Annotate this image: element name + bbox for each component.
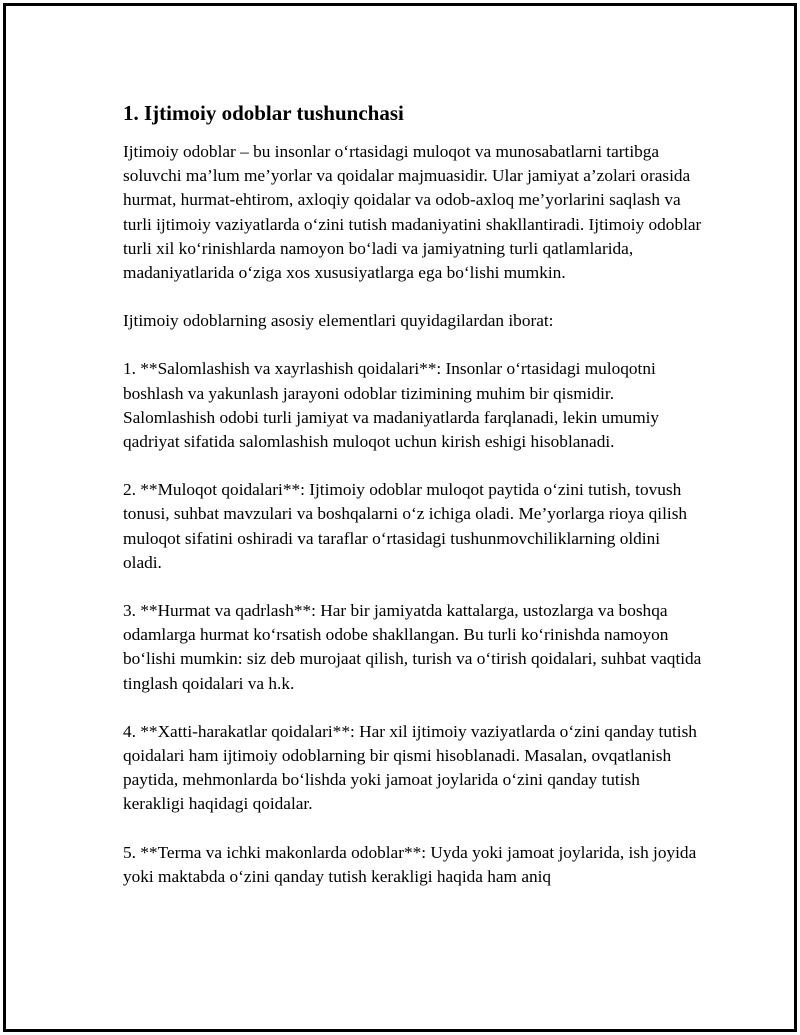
list-item-behavior: 4. **Xatti-harakatlar qoidalari**: Har xil ijtimoiy vaziyatlarda o‘zini qanday tutish qoidalari ham ijtimoiy odoblarning bir qismi hisoblanadi. Masalan, ovqatlanish paytida, mehmonlarda bo‘lishda yoki jamoat joylarida o‘zini qanday tutish kerakligi haqidagi qoidalar. (123, 721, 697, 814)
section-heading: 1. Ijtimoiy odoblar tushunchasi (123, 101, 404, 125)
list-item-communication: 2. **Muloqot qoidalari**: Ijtimoiy odoblar muloqot paytida o‘zini tutish, tovush tonusi, suhbat mavzulari va boshqalarni o‘z ichiga oladi. Me’yorlarga rioya qilish muloqot sifatini oshiradi va taraflar o‘rtasidagi tushunmovchiliklarning oldini oladi. (123, 480, 688, 572)
elements-intro-paragraph: Ijtimoiy odoblarning asosiy elementlari quyidagilardan iborat: (123, 311, 554, 331)
list-item-respect: 3. **Hurmat va qadrlash**: Har bir jamiyatda kattalarga, ustozlarga va boshqa odamlarga hurmat ko‘rsatish odobe shakllangan. Bu turli ko‘rinishda namoyon bo‘lishi mumkin: siz deb murojaat qilish, turish va o‘tirish qoidalari, suhbat vaqtida tinglash qoidalari va h.k. (123, 601, 702, 693)
page-frame (3, 3, 797, 1032)
list-item-spaces: 5. **Terma va ichki makonlarda odoblar**: Uyda yoki jamoat joylarida, ish joyida yoki maktabda o‘zini qanday tutish kerakligi haqida ham aniq (123, 842, 697, 886)
document-body (123, 98, 703, 913)
intro-paragraph: Ijtimoiy odoblar – bu insonlar o‘rtasidagi muloqot va munosabatlarni tartibga soluvchi ma’lum me’yorlar va qoidalar majmuasidir. Ular jamiyat a’zolari orasida hurmat, hurmat-ehtirom, axloqiy qoidalar va odob-axloq me’yorlarini saqlash va turli ijtimoiy vaziyatlarda o‘zini tutish madaniyatini shakllantiradi. Ijtimoiy odoblar turli xil ko‘rinishlarda namoyon bo‘ladi va jamiyatning turli qatlamlarida, madaniyatlarida o‘ziga xos xususiyatlarga ega bo‘lishi mumkin. (123, 142, 702, 283)
list-item-greetings: 1. **Salomlashish va xayrlashish qoidalari**: Insonlar o‘rtasidagi muloqotni boshlash va yakunlash jarayoni odoblar tizimining muhim bir qismidir. Salomlashish odobi turli jamiyat va madaniyatlarda farqlanadi, lekin umumiy qadriyat sifatida salomlashish muloqot uchun kirish eshigi hisoblanadi. (123, 359, 660, 452)
